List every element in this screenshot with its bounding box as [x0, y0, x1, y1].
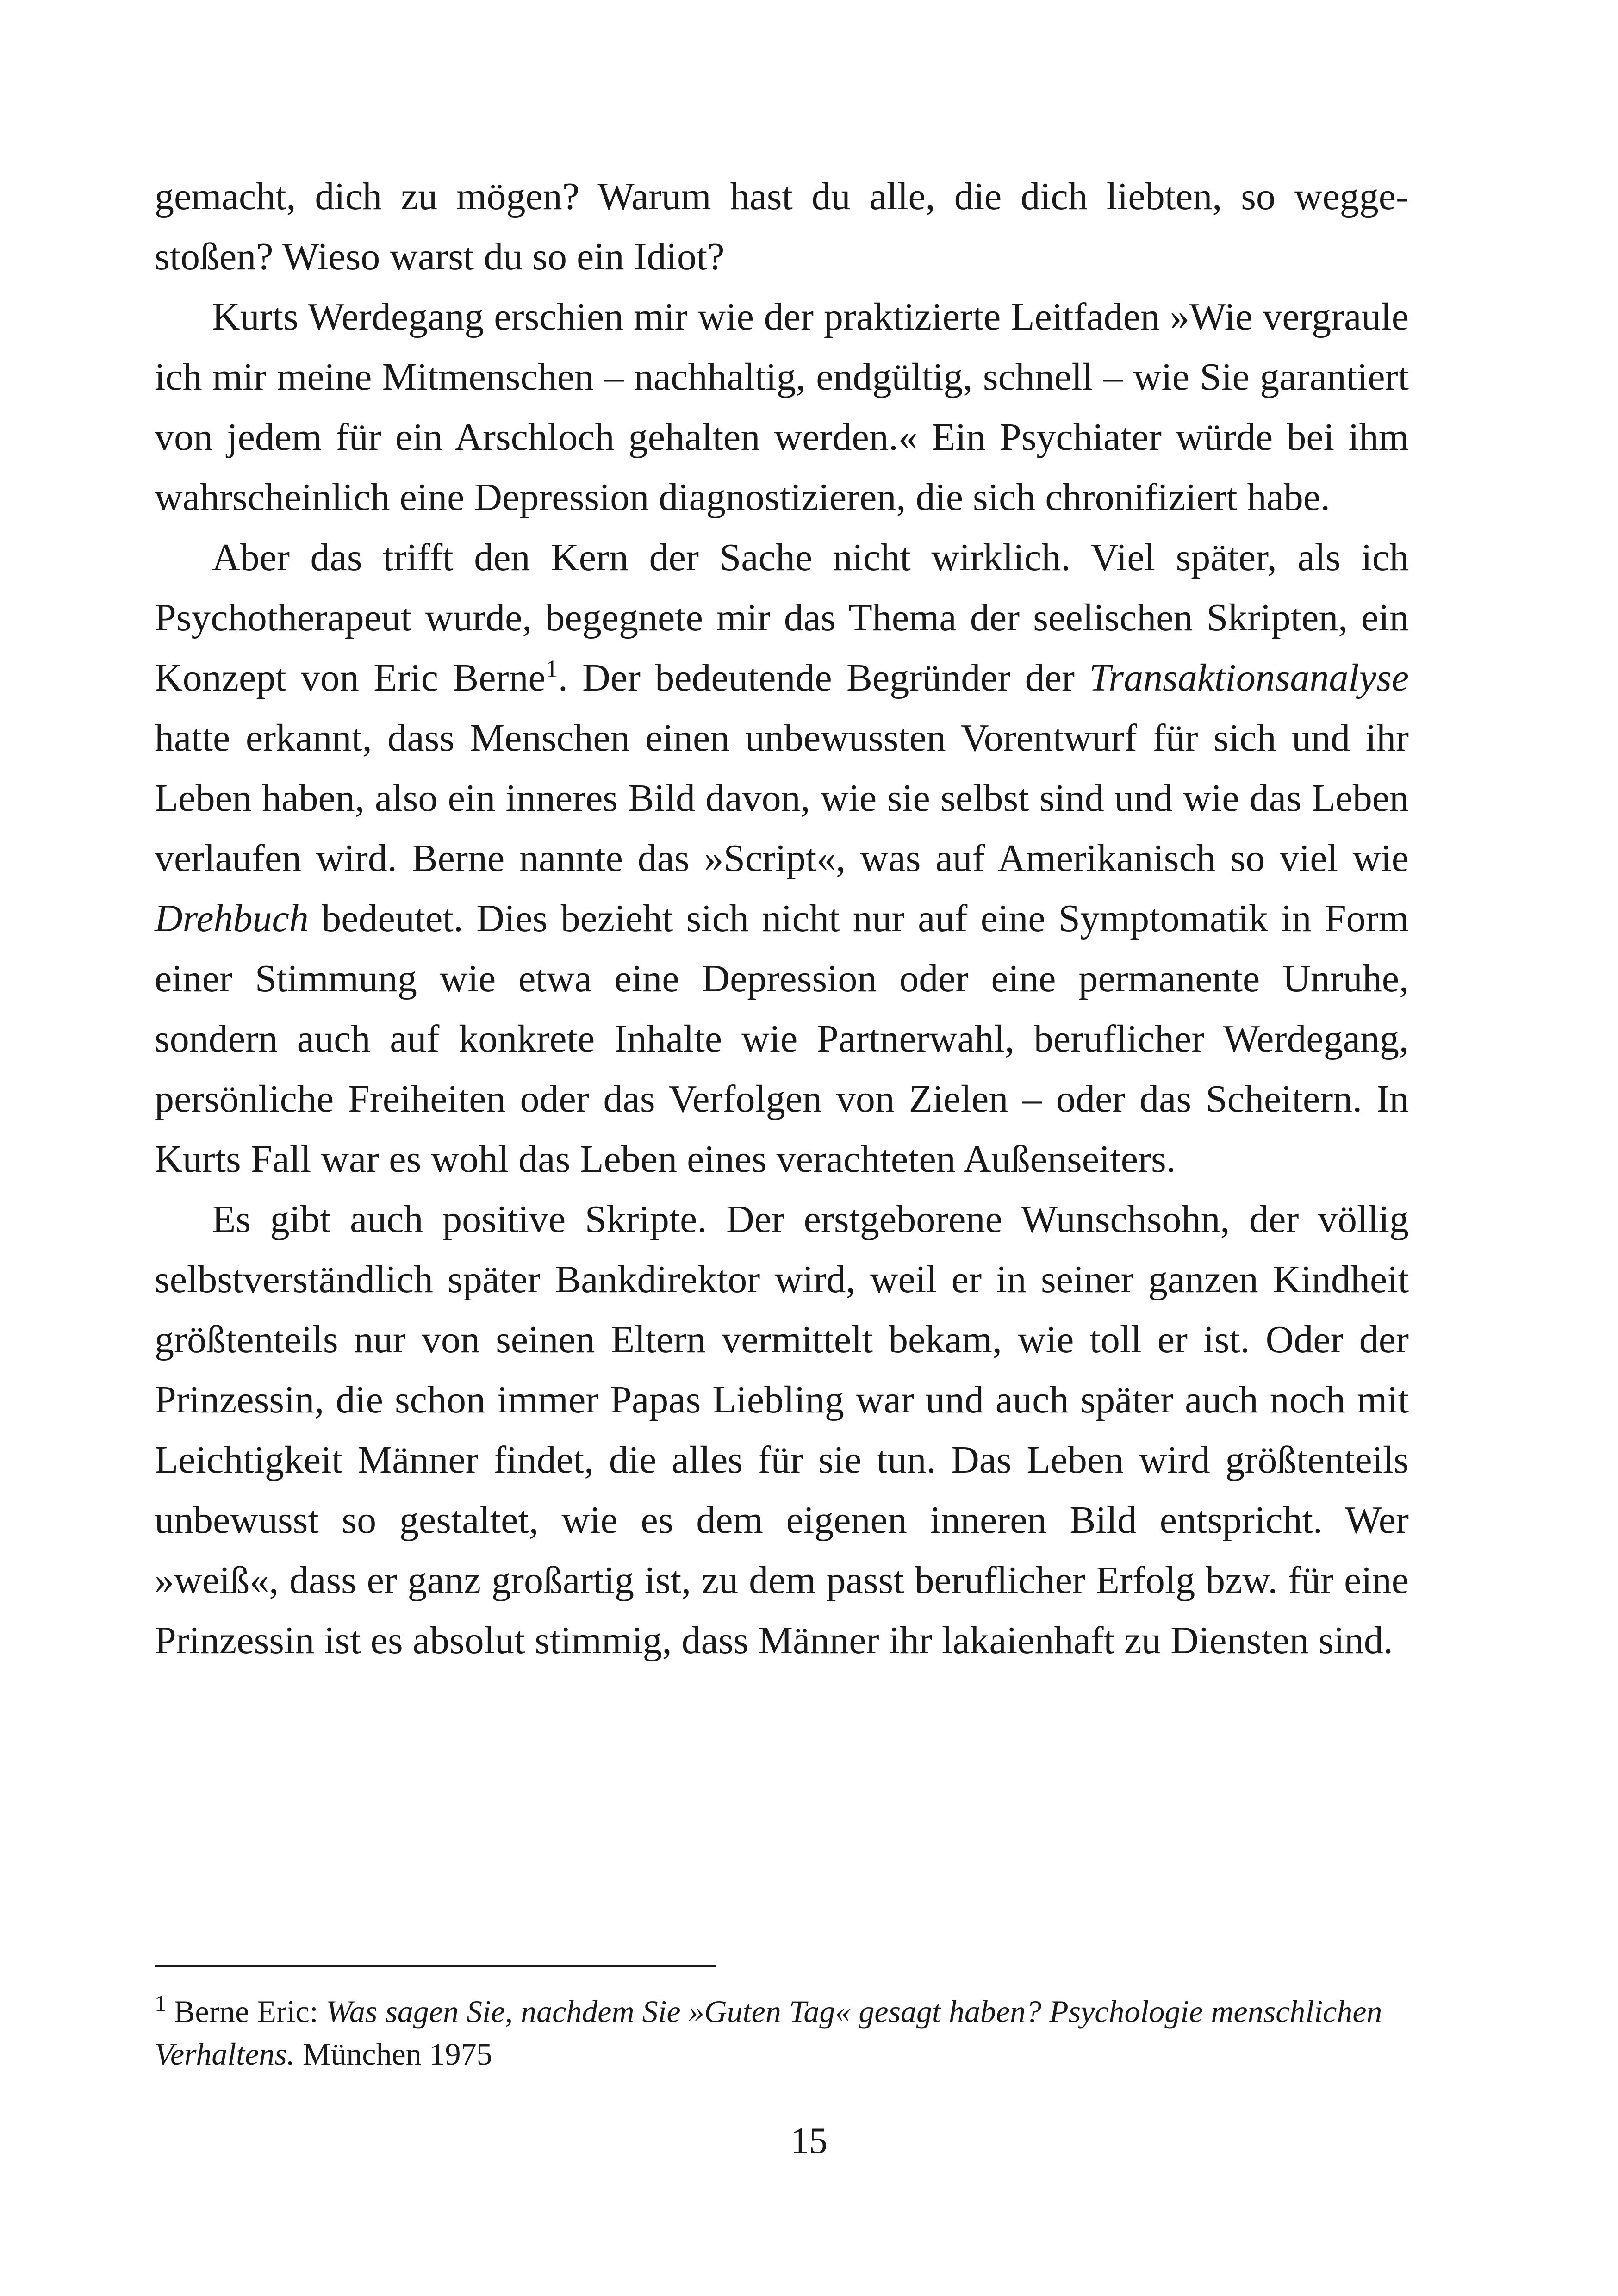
footnote-author: Berne Eric: [174, 1994, 326, 2029]
term-drehbuch: Drehbuch [155, 897, 309, 940]
body-text [155, 167, 1409, 1671]
footnote-divider [155, 1965, 716, 1967]
footnote [155, 1990, 1409, 2075]
paragraph-4: Es gibt auch positive Skripte. Der erstgeborene Wunschsohn, der völlig selbstverständlich später Bankdirektor wird, weil er in seiner ganzen Kindheit größtenteils nur von seinen Eltern vermittelt bekam, wie toll er ist. Oder der Prinzessin, die schon immer Papas Liebling war und auch später auch noch mit Leichtigkeit Männer findet, die alles für sie tun. Das Leben wird größtenteils unbewusst so gestaltet, wie es dem eigenen inneren Bild entspricht. Wer »weiß«, dass er ganz großartig ist, zu dem passt beruflicher Erfolg bzw. für eine Prinzessin ist es absolut stimmig, dass Männer ihr lakaienhaft zu Diensten sind. [155, 1198, 1409, 1662]
paragraph-3 [155, 528, 1409, 1189]
page-number: 15 [790, 2121, 828, 2161]
footnote-title: Was sagen Sie, nachdem Sie »Guten Tag« gesagt haben? Psychologie menschlichen Verhaltens. [155, 1994, 1382, 2072]
footnote-number: 1 [155, 1990, 166, 2016]
paragraph-1: gemacht, dich zu mögen? Warum hast du alle, die dich liebten, so wegge-stoßen? Wieso warst du so ein Idiot? [155, 175, 1409, 278]
footnote-reference[interactable]: 1 [545, 655, 558, 683]
paragraph-3-text-d: bedeutet. Dies bezieht sich nicht nur auf eine Symptomatik in Form einer Stimmung wie etwa eine Depression oder eine permanente Unruhe, sondern auch auf konkrete Inhalte wie Partnerwahl, beruflicher Werdegang, persönliche Freiheiten oder das Verfolgen von Zielen – oder das Scheitern. In Kurts Fall war es wohl das Leben eines verachteten Außenseiters. [155, 897, 1409, 1181]
paragraph-3-text-c: hatte erkannt, dass Menschen einen unbewussten Vorentwurf für sich und ihr Leben haben, also ein inneres Bild davon, wie sie selbst sind und wie das Leben verlaufen wird. Berne nannte das »Script«, was auf Amerikanisch so viel wie [155, 716, 1409, 880]
term-transaktionsanalyse: Transaktionsanalyse [1089, 656, 1409, 699]
paragraph-3-text-a: Aber das trifft den Kern der Sache nicht wirklich. Viel später, als ich Psychotherapeut wurde, begegnete mir das Thema der seelischen Skripten, ein Konzept von Eric Berne [155, 536, 1409, 699]
paragraph-3-text-b: . Der bedeutende Begründer der [558, 656, 1089, 699]
paragraph-2: Kurts Werdegang erschien mir wie der praktizierte Leitfaden »Wie vergraule ich mir meine Mitmenschen – nachhaltig, endgültig, schnell – wie Sie garantiert von jedem für ein Arschloch gehalten werden.« Ein Psychiater würde bei ihm wahrscheinlich eine Depression diagnostizieren, die sich chronifiziert habe. [155, 295, 1409, 519]
footnote-publication: München 1975 [294, 2036, 492, 2072]
